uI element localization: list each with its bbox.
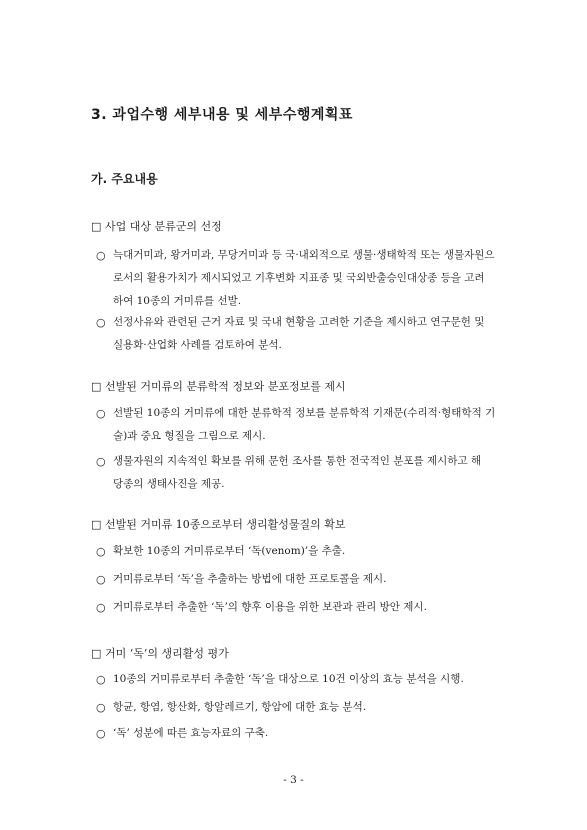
item-line: 생물자원의 지속적인 확보를 위해 문헌 조사를 통한 전국적인 분포를 제시하고 해 bbox=[113, 455, 482, 467]
item-line: 선발된 10종의 거미류에 대한 분류학적 정보를 분류학적 기재문(수리적·형태학적 기 bbox=[113, 407, 496, 419]
section-heading-text: 선발된 거미류의 분류학적 정보와 분포정보를 제시 bbox=[105, 380, 346, 393]
section-heading-text: 거미 ‘독’의 생리활성 평가 bbox=[105, 647, 229, 660]
item-line: 하여 10종의 거미류를 선발. bbox=[113, 295, 242, 307]
box-marker: □ bbox=[91, 220, 102, 233]
section-heading-taxonomy-info bbox=[91, 378, 346, 394]
item-line: ‘독’ 성분에 따른 효능자료의 구축. bbox=[113, 727, 269, 739]
list-item bbox=[96, 696, 506, 719]
list-item bbox=[96, 450, 506, 496]
section-heading-bioactive-substances bbox=[91, 516, 346, 532]
item-line: 로서의 활용가치가 제시되었고 기후변화 지표종 및 국외반출승인대상종 등을 고려 bbox=[113, 272, 485, 284]
section-heading-bioactivity-evaluation bbox=[91, 645, 229, 661]
section-heading-text: 사업 대상 분류군의 선정 bbox=[105, 220, 222, 233]
item-line: 거미류로부터 ‘독’을 추출하는 방법에 대한 프로토콜을 제시. bbox=[113, 573, 387, 585]
item-line: 거미류로부터 추출한 ‘독’의 향후 이용을 위한 보관과 관리 방안 제시. bbox=[113, 601, 427, 613]
item-line: 늑대거미과, 왕거미과, 무당거미과 등 국·내외적으로 생물·생태학적 또는 생물자원으 bbox=[113, 249, 495, 261]
box-marker: □ bbox=[91, 380, 102, 393]
box-marker: □ bbox=[91, 647, 102, 660]
box-marker: □ bbox=[91, 518, 102, 531]
item-line: 항균, 항염, 항산화, 항알레르기, 항암에 대한 효능 분석. bbox=[113, 701, 367, 713]
list-item bbox=[96, 311, 506, 357]
list-item bbox=[96, 568, 506, 591]
section-heading-taxa-selection bbox=[91, 218, 222, 234]
list-item bbox=[96, 540, 506, 563]
circle-marker: ○ bbox=[96, 601, 106, 614]
circle-marker: ○ bbox=[96, 727, 106, 740]
item-line: 술)과 중요 형질을 그림으로 제시. bbox=[113, 430, 266, 442]
list-item bbox=[96, 668, 506, 691]
circle-marker: ○ bbox=[96, 455, 106, 468]
item-line: 당종의 생태사진을 제공. bbox=[113, 478, 225, 490]
item-line: 확보한 10종의 거미류로부터 ‘독(venom)’을 추출. bbox=[113, 545, 346, 557]
circle-marker: ○ bbox=[96, 407, 106, 420]
section-subtitle: 가. 주요내용 bbox=[91, 172, 158, 186]
list-item bbox=[96, 596, 506, 619]
item-line: 선정사유와 관련된 근거 자료 및 국내 현황을 고려한 기준을 제시하고 연구문헌 및 bbox=[113, 316, 485, 328]
circle-marker: ○ bbox=[96, 545, 106, 558]
list-item bbox=[96, 402, 506, 448]
circle-marker: ○ bbox=[96, 316, 106, 329]
item-line: 실용화·산업화 사례를 검토하여 분석. bbox=[113, 339, 282, 351]
circle-marker: ○ bbox=[96, 249, 106, 262]
section-heading-text: 선발된 거미류 10종으로부터 생리활성물질의 확보 bbox=[105, 518, 346, 531]
circle-marker: ○ bbox=[96, 701, 106, 714]
page-title: 3. 과업수행 세부내용 및 세부수행계획표 bbox=[91, 107, 353, 123]
item-line: 10종의 거미류로부터 추출한 ‘독’을 대상으로 10건 이상의 효능 분석을 시행. bbox=[113, 673, 464, 685]
list-item bbox=[96, 244, 506, 313]
circle-marker: ○ bbox=[96, 673, 106, 686]
page-number: - 3 - bbox=[283, 774, 304, 786]
circle-marker: ○ bbox=[96, 573, 106, 586]
list-item bbox=[96, 722, 506, 745]
